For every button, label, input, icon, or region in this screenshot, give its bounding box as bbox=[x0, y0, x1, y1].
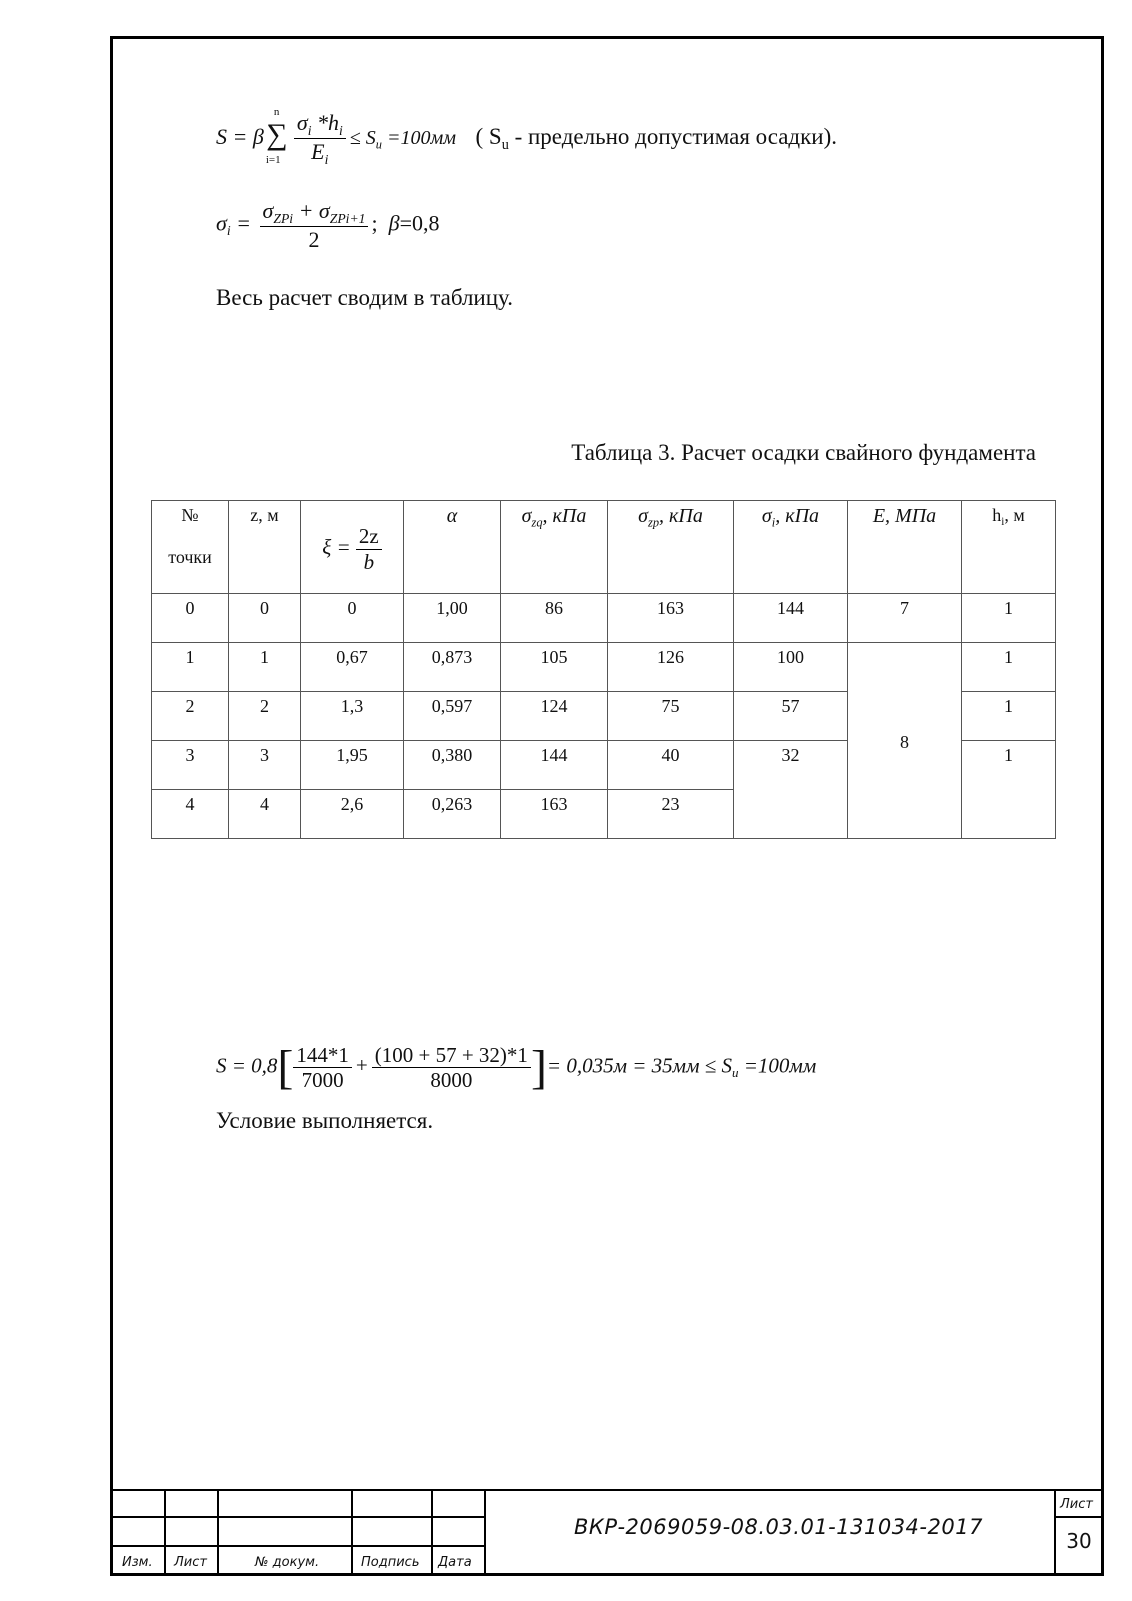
title-block bbox=[110, 1489, 1104, 1576]
header-z: z, м bbox=[229, 501, 301, 594]
cell-xi: 0,67 bbox=[301, 643, 404, 692]
result-formula: S = 0,8[ $\frac{144*1}{7000}$ + $\frac{(100 + 57 + 32)*1}{8000}$ ]= $0,035м = 35мм \le S_u =100мм$ bbox=[216, 1041, 817, 1094]
cell-szp: 23 bbox=[608, 790, 734, 839]
header-alpha: α bbox=[404, 501, 501, 594]
cell-xi: 1,95 bbox=[301, 741, 404, 790]
cell-sigma-i: 57 bbox=[734, 692, 848, 741]
cell-sigma-i: 32 bbox=[734, 741, 848, 839]
settlement-formula: S = β n ∑ i=1 $\frac{\sigma_i *h_i}{E_i}$ ≤ $S_u =100мм$ ( $S_u$ - предельно допустимая осадки). bbox=[216, 105, 838, 168]
label-doc: № докум. bbox=[255, 1555, 320, 1570]
cell-point: 0 bbox=[152, 594, 229, 643]
cell-sigma-i: 144 bbox=[734, 594, 848, 643]
cell-szq: 86 bbox=[501, 594, 608, 643]
label-izm: Изм. bbox=[122, 1555, 153, 1570]
cell-alpha: 0,873 bbox=[404, 643, 501, 692]
header-h: $h_i$, м bbox=[962, 501, 1056, 594]
intro-text: Весь расчет сводим в таблицу. bbox=[216, 285, 513, 310]
cell-sigma-i: 100 bbox=[734, 643, 848, 692]
label-sign: Подпись bbox=[361, 1555, 420, 1570]
cell-z: 1 bbox=[229, 643, 301, 692]
cell-szq: 144 bbox=[501, 741, 608, 790]
header-e: E, МПа bbox=[848, 501, 962, 594]
header-sigma-i: $\sigma_i$, кПа bbox=[734, 501, 848, 594]
header-sigma-zq: $\sigma_{zq}$, кПа bbox=[501, 501, 608, 594]
cell-szp: 40 bbox=[608, 741, 734, 790]
sheet-number: 30 bbox=[1066, 1529, 1092, 1553]
label-date: Дата bbox=[438, 1555, 472, 1570]
label-sheet: Лист bbox=[1060, 1497, 1093, 1512]
cell-h: 1 bbox=[962, 643, 1056, 692]
table-caption: Таблица 3. Расчет осадки свайного фундамента bbox=[571, 440, 1036, 465]
cell-point: 2 bbox=[152, 692, 229, 741]
table-row bbox=[152, 594, 1056, 643]
table-header-row bbox=[152, 501, 1056, 594]
cell-point: 1 bbox=[152, 643, 229, 692]
cell-point: 4 bbox=[152, 790, 229, 839]
cell-szp: 163 bbox=[608, 594, 734, 643]
cell-szp: 75 bbox=[608, 692, 734, 741]
cell-e: 8 bbox=[848, 643, 962, 839]
conclusion-text: Условие выполняется. bbox=[216, 1108, 434, 1133]
cell-z: 0 bbox=[229, 594, 301, 643]
cell-z: 2 bbox=[229, 692, 301, 741]
cell-xi: 0 bbox=[301, 594, 404, 643]
cell-szq: 124 bbox=[501, 692, 608, 741]
cell-z: 4 bbox=[229, 790, 301, 839]
cell-alpha: 1,00 bbox=[404, 594, 501, 643]
cell-szq: 105 bbox=[501, 643, 608, 692]
cell-szq: 163 bbox=[501, 790, 608, 839]
cell-z: 3 bbox=[229, 741, 301, 790]
header-sigma-zp: $\sigma_{zp}$, кПа bbox=[608, 501, 734, 594]
cell-point: 3 bbox=[152, 741, 229, 790]
header-xi: ξ = $\frac{2z}{b}$ bbox=[301, 501, 404, 594]
cell-h: 1 bbox=[962, 692, 1056, 741]
cell-alpha: 0,263 bbox=[404, 790, 501, 839]
cell-xi: 2,6 bbox=[301, 790, 404, 839]
cell-e: 7 bbox=[848, 594, 962, 643]
cell-alpha: 0,597 bbox=[404, 692, 501, 741]
sigma-formula: $\sigma_i$ = $\frac{\sigma_{ZPi} + \sigma_{ZPi+1}}{2}$ ; β=0,8 bbox=[216, 198, 440, 253]
document-code: ВКР-2069059-08.03.01-131034-2017 bbox=[574, 1515, 983, 1539]
header-point: № точки bbox=[152, 501, 229, 594]
cell-h: 1 bbox=[962, 594, 1056, 643]
cell-alpha: 0,380 bbox=[404, 741, 501, 790]
settlement-table bbox=[151, 500, 1056, 839]
label-list: Лист bbox=[174, 1555, 207, 1570]
cell-h: 1 bbox=[962, 741, 1056, 839]
cell-xi: 1,3 bbox=[301, 692, 404, 741]
cell-szp: 126 bbox=[608, 643, 734, 692]
